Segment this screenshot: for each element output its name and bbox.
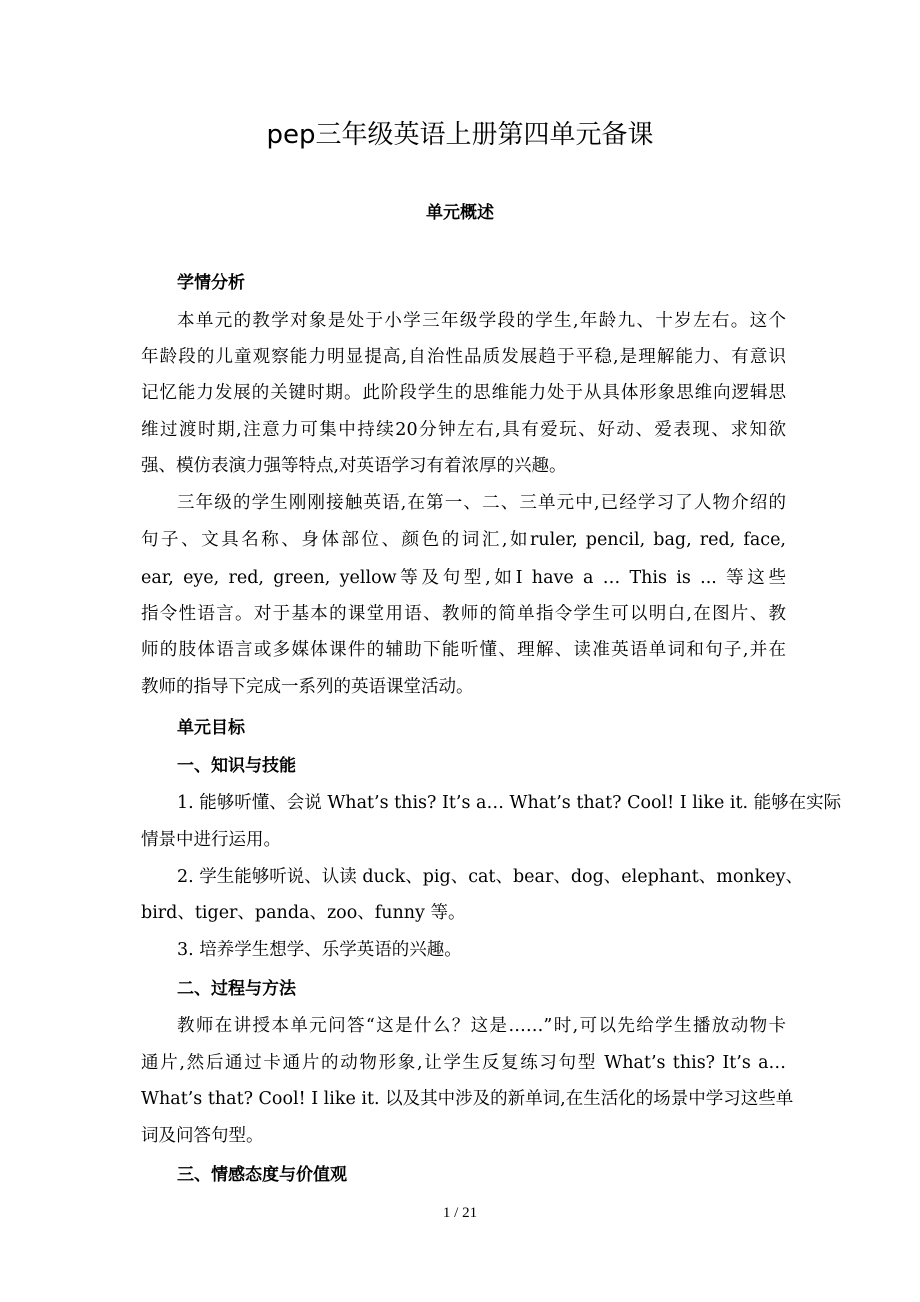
paragraph-line: 指令性语言。对于基本的课堂用语、教师的简单指令学生可以明白,在图片、教 bbox=[141, 604, 786, 624]
paragraph-line: 教师在讲授本单元问答“这是什么？这是……”时,可以先给学生播放动物卡 bbox=[177, 1016, 786, 1036]
heading-unit-goals: 单元目标 bbox=[177, 718, 245, 738]
section-title: 单元概述 bbox=[426, 203, 494, 223]
heading-emotion-values: 三、情感态度与价值观 bbox=[177, 1165, 347, 1185]
page-number: 1 / 21 bbox=[442, 1205, 478, 1221]
paragraph-line: 通片,然后通过卡通片的动物形象,让学生反复练习句型 What’s this? It’s a… bbox=[141, 1053, 786, 1073]
paragraph-line: 词及问答句型。 bbox=[141, 1126, 264, 1146]
paragraph-line: 三年级的学生刚刚接触英语,在第一、二、三单元中,已经学习了人物介绍的 bbox=[177, 493, 786, 513]
goal-line: 情景中进行运用。 bbox=[141, 830, 281, 850]
heading-knowledge-skills: 一、知识与技能 bbox=[177, 756, 296, 776]
document-title: pep三年级英语上册第四单元备课 bbox=[266, 120, 654, 150]
paragraph-line: 本单元的教学对象是处于小学三年级学段的学生,年龄九、十岁左右。这个 bbox=[177, 311, 786, 331]
paragraph-line: 强、模仿表演力强等特点,对英语学习有着浓厚的兴趣。 bbox=[141, 456, 567, 476]
goal-line: 2. 学生能够听说、认读 duck、pig、cat、bear、dog、elephant、monkey、 bbox=[177, 867, 804, 887]
paragraph-line: 记忆能力发展的关键时期。此阶段学生的思维能力处于从具体形象思维向逻辑思 bbox=[141, 383, 786, 403]
paragraph-line: ear, eye, red, green, yellow等及句型,如I have a … This is ... 等这些 bbox=[141, 568, 786, 588]
paragraph-line: 年龄段的儿童观察能力明显提高,自治性品质发展趋于平稳,是理解能力、有意识 bbox=[141, 347, 786, 367]
paragraph-line: 教师的指导下完成一系列的英语课堂活动。 bbox=[141, 677, 474, 697]
paragraph-line: What’s that? Cool! I like it. 以及其中涉及的新单词,在生活化的场景中学习这些单 bbox=[141, 1089, 794, 1109]
heading-process-methods: 二、过程与方法 bbox=[177, 979, 296, 999]
heading-learner-analysis: 学情分析 bbox=[177, 273, 245, 293]
goal-line: 3. 培养学生想学、乐学英语的兴趣。 bbox=[177, 940, 462, 960]
paragraph-line: 师的肢体语言或多媒体课件的辅助下能听懂、理解、读准英语单词和句子,并在 bbox=[141, 640, 786, 660]
paragraph-line: 维过渡时期,注意力可集中持续20分钟左右,具有爱玩、好动、爱表现、求知欲 bbox=[141, 420, 786, 440]
goal-line: bird、tiger、panda、zoo、funny 等。 bbox=[141, 903, 466, 923]
goal-line: 1. 能够听懂、会说 What’s this? It’s a… What’s that? Cool! I like it. 能够在实际 bbox=[177, 793, 842, 813]
paragraph-line: 句子、文具名称、身体部位、颜色的词汇,如ruler, pencil, bag, red, face, bbox=[141, 530, 786, 550]
